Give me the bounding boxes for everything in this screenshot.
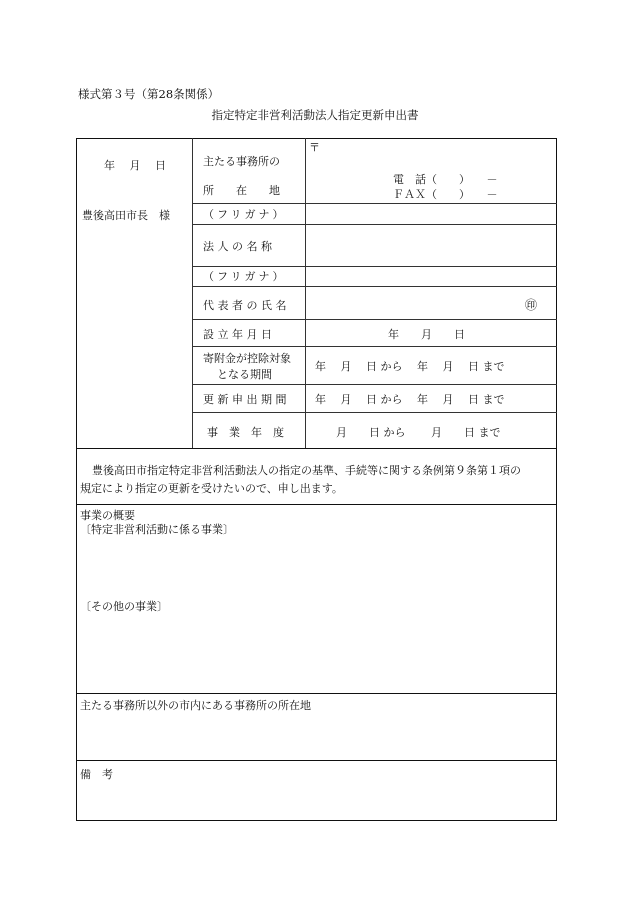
row-divider <box>192 224 557 225</box>
establishment-date-value: 年 月 日 <box>388 328 465 341</box>
establishment-date-label: 設 立 年 月 日 <box>203 328 272 341</box>
renewal-period-label: 更 新 申 出 期 間 <box>203 393 287 406</box>
fiscal-year-label: 事 業 年 度 <box>207 426 284 439</box>
document-title: 指定特定非営利活動法人指定更新申出書 <box>211 108 419 122</box>
row-divider <box>192 266 557 267</box>
other-offices-heading: 主たる事務所以外の市内にある事務所の所在地 <box>80 699 311 712</box>
office-address-label-2: 所 在 地 <box>203 184 280 197</box>
row-divider <box>192 319 557 320</box>
business-overview-heading: 事業の概要 <box>80 509 135 522</box>
row-divider <box>192 412 557 413</box>
office-address-label: 主たる事務所の <box>203 155 280 168</box>
addressee: 豊後高田市長 様 <box>82 209 170 222</box>
donation-period-value: 年 月 日 から 年 月 日 まで <box>315 360 505 373</box>
corporation-name-label: 法 人 の 名 称 <box>203 240 272 253</box>
furigana-label: （フリガナ） <box>203 208 287 221</box>
postal-mark: 〒 <box>309 141 320 154</box>
furigana-label: （フリガナ） <box>203 270 287 283</box>
row-divider <box>192 384 557 385</box>
section-divider <box>76 448 557 449</box>
row-divider <box>192 203 557 204</box>
donation-period-label: 寄附金が控除対象 <box>203 352 291 365</box>
section-divider <box>76 693 557 694</box>
renewal-period-value: 年 月 日 から 年 月 日 まで <box>315 393 505 406</box>
fax-number-field: ＦＡＸ（ ） － <box>393 188 498 201</box>
statement-line-2: 規定により指定の更新を受けたいので、申し出ます。 <box>80 482 343 495</box>
statement-line-1: 豊後高田市指定特定非営利活動法人の指定の基準、手続等に関する条例第９条第１項の <box>92 464 521 477</box>
label-column-divider <box>192 138 193 448</box>
value-column-divider <box>305 138 306 448</box>
form-number: 様式第３号（第28条関係） <box>78 87 220 101</box>
remarks-heading: 備 考 <box>80 768 113 781</box>
row-divider <box>192 346 557 347</box>
row-divider <box>192 286 557 287</box>
application-date: 年 月 日 <box>104 159 166 172</box>
phone-number-field: 電 話（ ） － <box>393 173 498 186</box>
fiscal-year-value: 月 日 から 月 日 まで <box>336 426 501 439</box>
specified-activity-heading: 〔特定非営利活動に係る事業〕 <box>80 523 234 536</box>
representative-name-label: 代 表 者 の 氏 名 <box>203 299 287 312</box>
donation-period-label-2: となる期間 <box>217 368 272 381</box>
section-divider <box>76 760 557 761</box>
seal-mark: ㊞ <box>525 298 538 312</box>
section-divider <box>76 504 557 505</box>
other-business-heading: 〔その他の事業〕 <box>80 600 168 613</box>
